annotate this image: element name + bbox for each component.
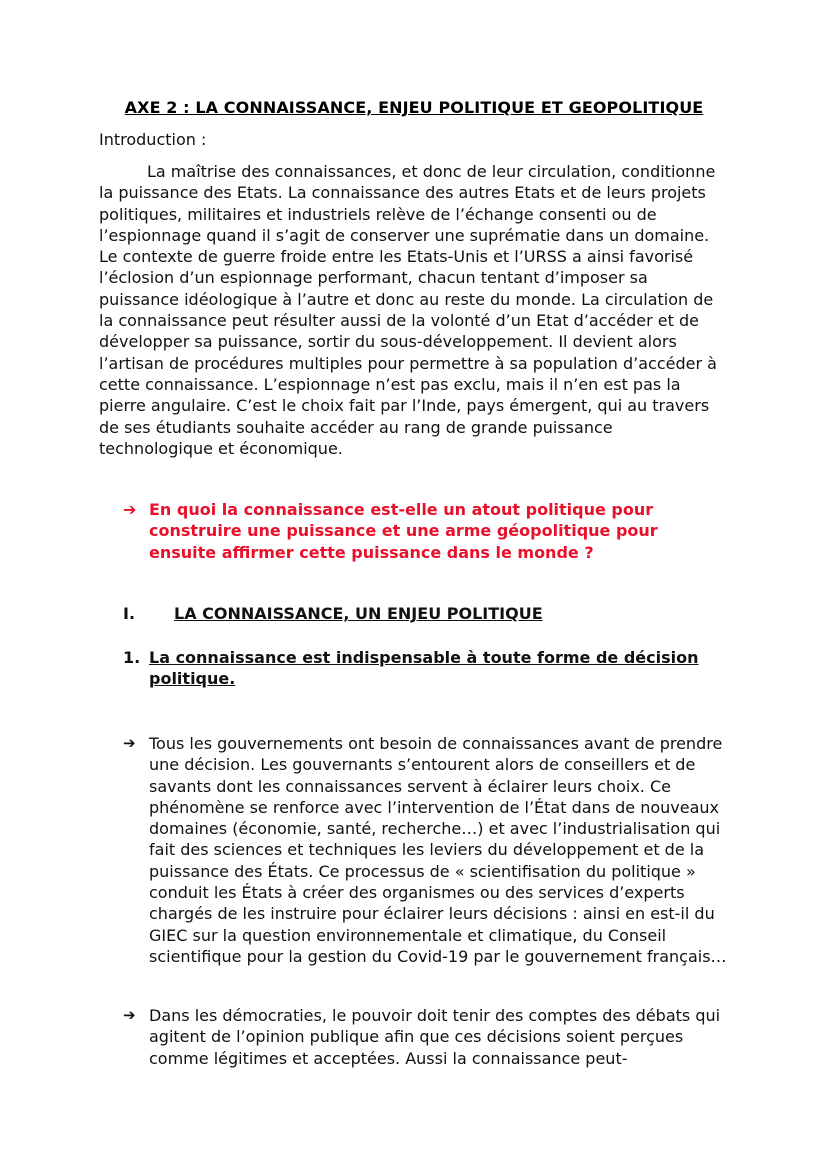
subsection-heading bbox=[123, 647, 733, 690]
problematique-text: En quoi la connaissance est-elle un atout politique pour construire une puissance et une arme géopolitique pour ensuite affirmer cette puissance dans le monde ? bbox=[149, 500, 658, 562]
arrow-right-icon: ➔ bbox=[123, 1006, 136, 1024]
intro-paragraph: La maîtrise des connaissances, et donc de leur circulation, conditionne la puissance des Etats. La connaissance des autres Etats et de leurs projets politiques, militaires et industriels relève de l’échange consenti ou de l’espionnage quand il s’agit de conserver une suprématie dans un domaine. Le contexte de guerre froide entre les Etats-Unis et l’URSS a ainsi favorisé l’éclosion d’un espionnage performant, chacun tentant d’imposer sa puissance idéologique à l’autre et donc au reste du monde. La circulation de la connaissance peut résulter aussi de la volonté d’un Etat d’accéder et de développer sa puissance, sortir du sous-développement. Il devient alors l’artisan de procédures multiples pour permettre à sa population d’accéder à cette connaissance. L’espionnage n’est pas exclu, mais il n’en est pas la pierre angulaire. C’est le choix fait par l’Inde, pays émergent, qui au travers de ses étudiants souhaite accéder au rang de grande puissance technologique et économique. bbox=[99, 162, 717, 458]
arrow-right-icon: ➔ bbox=[123, 734, 136, 752]
bullet-item bbox=[123, 733, 733, 967]
arrow-right-icon: ➔ bbox=[123, 500, 137, 519]
section-title: LA CONNAISSANCE, UN ENJEU POLITIQUE bbox=[174, 604, 543, 623]
intro-label: Introduction : bbox=[99, 130, 207, 149]
section-number: I. bbox=[123, 604, 136, 623]
document-title: AXE 2 : LA CONNAISSANCE, ENJEU POLITIQUE ET GEOPOLITIQUE bbox=[124, 98, 704, 117]
section-heading bbox=[123, 604, 543, 623]
subsection-title: La connaissance est indispensable à toute forme de décision politique. bbox=[149, 648, 699, 689]
subsection-number: 1. bbox=[123, 648, 141, 667]
problematique bbox=[123, 499, 723, 563]
bullet-item bbox=[123, 1005, 733, 1069]
bullet-text: Tous les gouvernements ont besoin de connaissances avant de prendre une décision. Les gouvernants s’entourent alors de conseillers et de savants dont les connaissances servent à éclairer leurs choix. Ce phénomène se renforce avec l’intervention de l’État dans de nouveaux domaines (économie, santé, recherche…) et avec l’industrialisation qui fait des sciences et techniques les leviers du développement et de la puissance des États. Ce processus de « scientifisation du politique » conduit les États à créer des organismes ou des services d’experts chargés de les instruire pour éclairer leurs décisions : ainsi en est-il du GIEC sur la question environnementale et climatique, du Conseil scientifique pour la gestion du Covid-19 par le gouvernement français… bbox=[149, 734, 727, 966]
bullet-text: Dans les démocraties, le pouvoir doit tenir des comptes des débats qui agitent de l’opinion publique afin que ces décisions soient perçues comme légitimes et acceptées. Aussi la connaissance peut- bbox=[149, 1006, 721, 1068]
